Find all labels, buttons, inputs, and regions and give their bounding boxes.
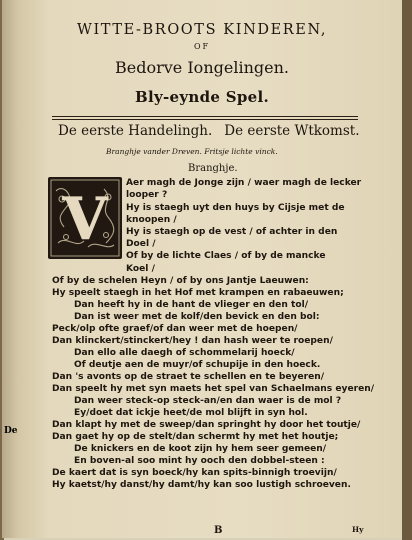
verse-line: Of by de lichte Claes / of by de mancke <box>126 251 326 261</box>
title-line-1: WITTE-BROOTS KINDEREN, <box>76 22 328 38</box>
verse-line: Ey/doet dat ickje heet/de mol blijft in syn hol. <box>74 408 308 418</box>
verse-line: Hy is staegh uyt den huys by Cijsje met de <box>126 203 345 213</box>
verse-line: Dan speelt hy met syn maets het spel van Schaelmans eyeren/ <box>52 384 375 394</box>
verse-line: Of deutje aen de muyr/of schupije in den hoeck. <box>74 360 321 370</box>
verse-line: De knickers en de koot zijn hy hem seer gemeen/ <box>74 444 327 454</box>
verse-line: Dan gaet hy op de stelt/dan schermt hy met het houtje; <box>52 432 339 442</box>
verse-line: De kaert dat is syn boeck/hy kan spits-binnigh troevijn/ <box>52 468 337 478</box>
verse-line: Aer magh de Jonge zijn / waer magh de lecker <box>126 178 362 188</box>
act-label: De eerste Handelingh. <box>58 123 213 139</box>
margin-mark: De <box>4 426 18 436</box>
title-line-2: Bedorve Iongelingen. <box>115 58 289 77</box>
signature-mark: B <box>214 525 223 536</box>
genre-title: Bly-eynde Spel. <box>134 88 270 106</box>
verse-line: Dan ello alle daegh of schommelarij hoeck/ <box>74 348 295 358</box>
book-page <box>2 0 402 538</box>
verse-line: Dan heeft hy in de hant de vlieger en den tol/ <box>74 300 309 310</box>
verse-line: Doel / <box>126 239 156 249</box>
verse-line: Hy is staegh op de vest / of achter in den <box>126 227 338 237</box>
speaker-name: Branghje. <box>188 163 238 174</box>
verse-line: Hy kaetst/hy danst/hy damt/hy kan soo lustigh schroeven. <box>52 480 351 490</box>
initial-letter: V <box>62 185 108 253</box>
catchword: Hy <box>352 525 364 534</box>
verse-line: Of by de schelen Heyn / of by ons Jantje Laeuwen: <box>52 276 309 286</box>
verse-line: Peck/olp ofte graef/of dan weer met de hoepen/ <box>52 324 298 334</box>
verse-block <box>2 0 402 538</box>
verse-line: En boven-al soo mint hy ooch den dobbel-steen : <box>74 456 325 466</box>
verse-line: Dan klinckert/stinckert/hey ! dan hash weer te roepen/ <box>52 336 333 346</box>
verse-line: looper ? <box>126 190 168 200</box>
verse-line: knoopen / <box>126 215 177 225</box>
verse-line: Dan klapt hy met de sweep/dan springht hy door het toutje/ <box>52 420 361 430</box>
scene-label: De eerste Wtkomst. <box>224 123 360 139</box>
cast-line: Branghje vander Dreven. Fritsje lichte vinck. <box>106 147 278 156</box>
page-edge-shadow <box>402 0 412 540</box>
verse-line: Dan 's avonts op de straet te schellen en te beyeren/ <box>52 372 325 382</box>
verse-line: Dan ist weer met de kolf/den bevick en den bol: <box>74 312 320 322</box>
title-of: OF <box>193 42 211 51</box>
verse-line: Dan weer steck-op steck-an/en dan waer is de mol ? <box>74 396 342 406</box>
verse-line: Hy speelt staegh in het Hof met krampen en rabaeuwen; <box>52 288 344 298</box>
verse-line: Koel / <box>126 264 155 274</box>
